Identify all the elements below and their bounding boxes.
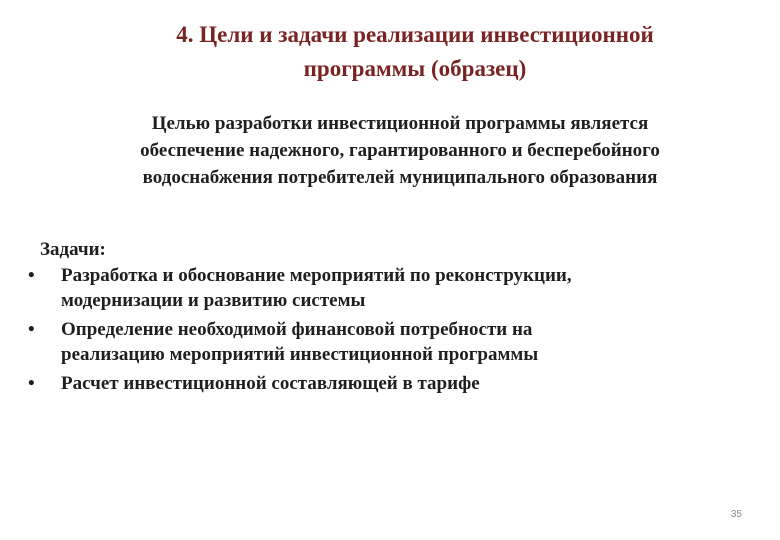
tasks-heading: Задачи: [40, 239, 106, 260]
bullet-icon: • [28, 265, 35, 286]
task-item-2-line-2: реализацию мероприятий инвестиционной программы [61, 344, 539, 365]
task-item-3 [28, 371, 748, 396]
tasks-section [28, 237, 748, 400]
task-item-1-line-2: модернизации и развитию системы [61, 290, 366, 311]
task-item-3-line-1: Расчет инвестиционной составляющей в тарифе [61, 373, 480, 394]
task-item-2 [28, 317, 748, 367]
goal-statement [50, 110, 750, 191]
bullet-icon: • [28, 319, 35, 340]
goal-line-2: обеспечение надежного, гарантированного и бесперебойного [140, 140, 660, 161]
slide-title-line-2: программы (образец) [303, 56, 527, 81]
goal-line-3: водоснабжения потребителей муниципального образования [142, 167, 658, 188]
task-list [28, 263, 748, 396]
goal-line-1: Целью разработки инвестиционной программы является [151, 113, 649, 134]
slide-title-line-1: 4. Цели и задачи реализации инвестиционной [176, 22, 654, 47]
task-item-1-line-1: Разработка и обоснование мероприятий по реконструкции, [61, 265, 572, 286]
slide-title [90, 18, 740, 86]
page-number: 35 [730, 509, 742, 520]
task-item-2-line-1: Определение необходимой финансовой потребности на [61, 319, 533, 340]
task-item-1 [28, 263, 748, 313]
bullet-icon: • [28, 373, 35, 394]
